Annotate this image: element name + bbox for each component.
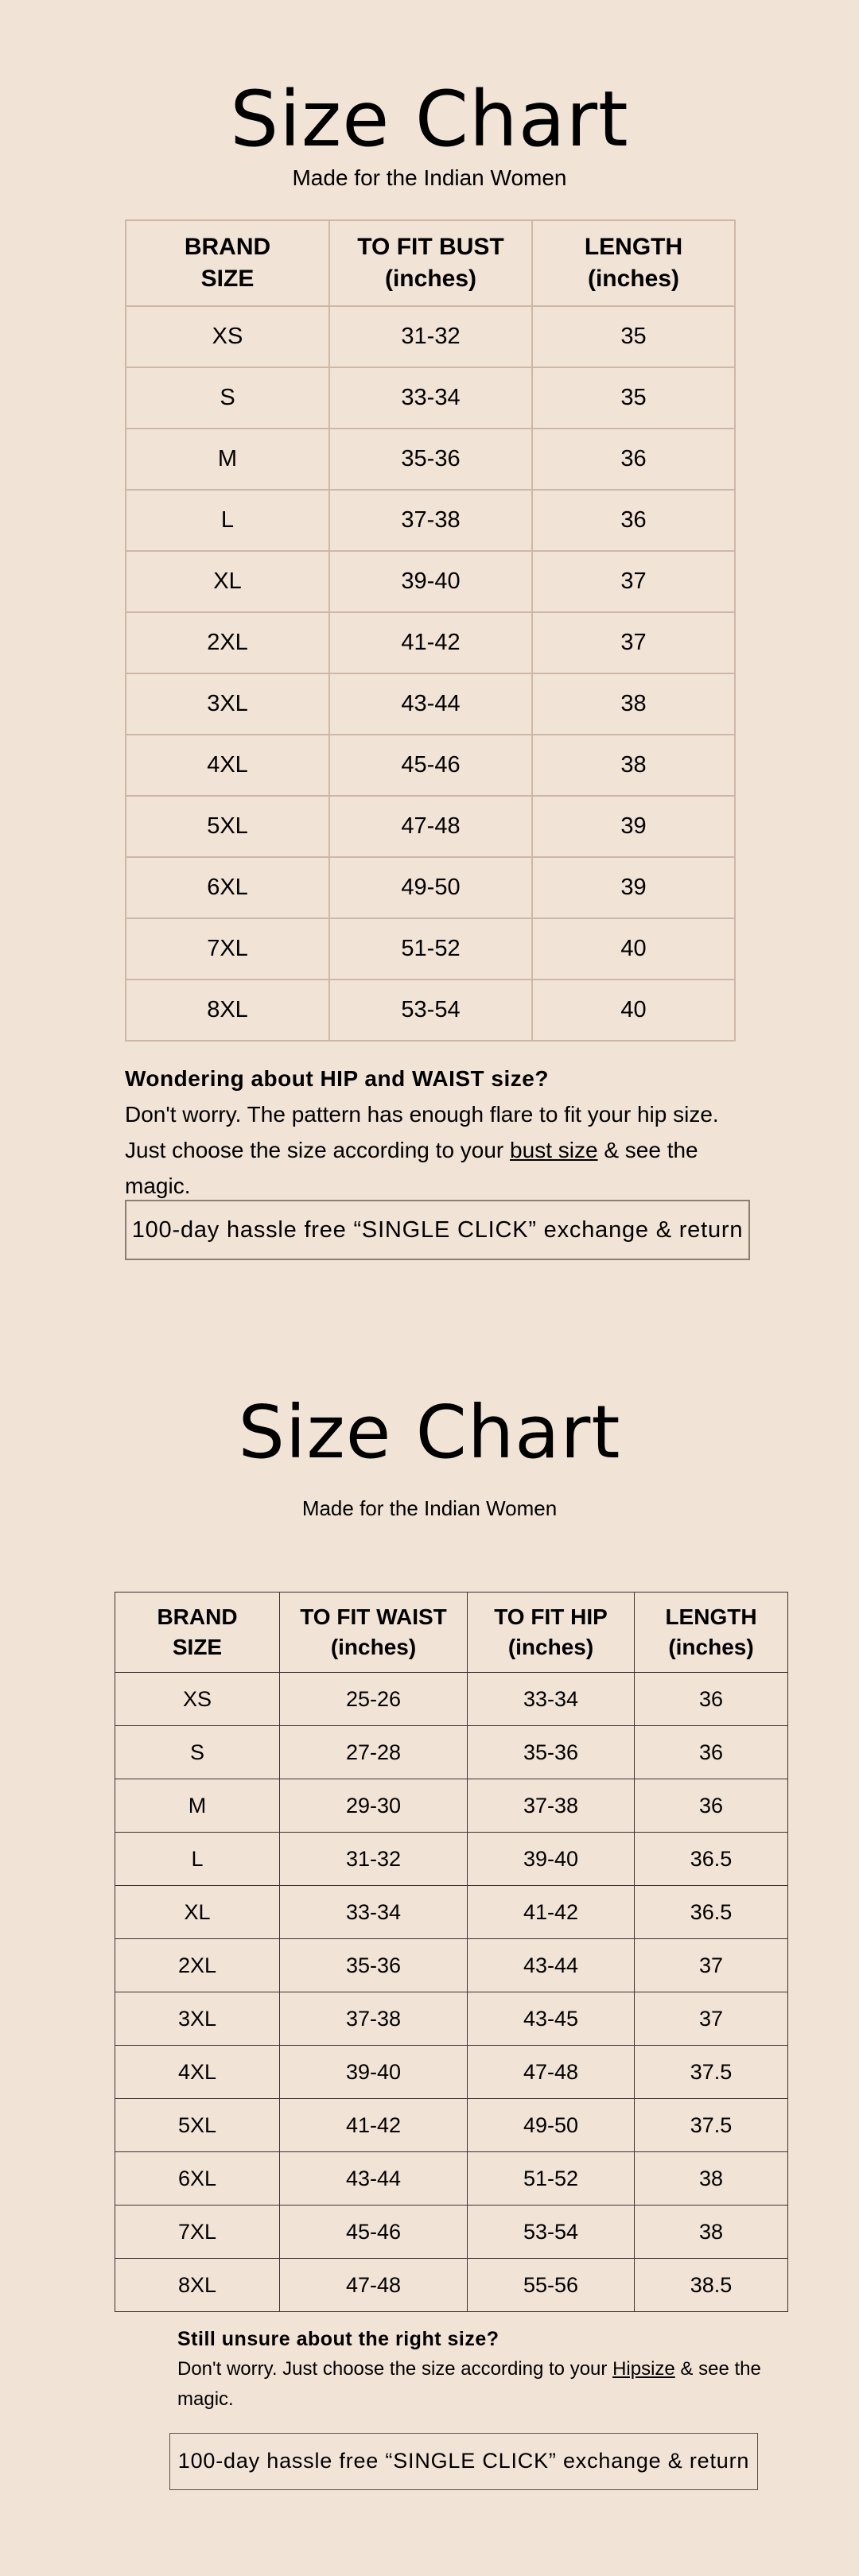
table-row [126, 673, 735, 735]
cell-size: M [126, 429, 329, 490]
cell-waist: 31-32 [280, 1833, 468, 1886]
cell-length: 37.5 [635, 2099, 788, 2152]
table-header-row [126, 220, 735, 306]
cell-waist: 45-46 [280, 2206, 468, 2259]
cell-size: 2XL [115, 1939, 280, 1992]
cell-length: 37 [635, 1992, 788, 2046]
table-row [126, 796, 735, 857]
table-row [115, 1992, 788, 2046]
table-row [126, 735, 735, 796]
cell-hip: 43-45 [468, 1992, 635, 2046]
cell-length: 36.5 [635, 1833, 788, 1886]
cell-hip: 39-40 [468, 1833, 635, 1886]
hip-waist-note [125, 1061, 761, 1204]
cell-hip: 37-38 [468, 1779, 635, 1833]
cell-hip: 35-36 [468, 1726, 635, 1779]
cell-length: 38 [635, 2152, 788, 2206]
cell-bust: 37-38 [329, 490, 532, 551]
header-to-fit-bust: TO FIT BUST (inches) [329, 220, 532, 306]
page-title: Size Chart [238, 1390, 621, 1475]
cell-hip: 47-48 [468, 2046, 635, 2099]
cell-waist: 33-34 [280, 1886, 468, 1939]
cell-bust: 53-54 [329, 980, 532, 1041]
note-body: Don't worry. Just choose the size according to your Hipsize & see the magic. [177, 2358, 761, 2410]
cell-size: 5XL [126, 796, 329, 857]
cell-bust: 47-48 [329, 796, 532, 857]
cell-bust: 33-34 [329, 367, 532, 429]
cell-bust: 49-50 [329, 857, 532, 918]
table-row [126, 367, 735, 429]
cell-hip: 41-42 [468, 1886, 635, 1939]
cell-length: 36 [635, 1779, 788, 1833]
cell-size: XL [126, 551, 329, 612]
table-header-row [115, 1593, 788, 1673]
table-row [126, 612, 735, 673]
cell-hip: 51-52 [468, 2152, 635, 2206]
size-chart-waist-hip-section [0, 1320, 859, 2576]
table-row [115, 1939, 788, 1992]
table-row [126, 857, 735, 918]
bust-size-table [125, 219, 736, 1042]
cell-size: S [126, 367, 329, 429]
cell-hip: 43-44 [468, 1939, 635, 1992]
cell-size: XS [115, 1673, 280, 1726]
header-brand-size: BRAND SIZE [115, 1593, 280, 1673]
cell-waist: 29-30 [280, 1779, 468, 1833]
cell-size: XL [115, 1886, 280, 1939]
cell-size: 7XL [115, 2206, 280, 2259]
header-to-fit-hip: TO FIT HIP (inches) [468, 1593, 635, 1673]
cell-length: 36 [635, 1673, 788, 1726]
cell-size: 5XL [115, 2099, 280, 2152]
table-row [126, 918, 735, 980]
hipsize-link[interactable]: Hipsize [612, 2358, 675, 2380]
cell-length: 38 [532, 735, 735, 796]
cell-hip: 49-50 [468, 2099, 635, 2152]
cell-bust: 41-42 [329, 612, 532, 673]
cell-length: 35 [532, 367, 735, 429]
cell-length: 36.5 [635, 1886, 788, 1939]
cell-waist: 37-38 [280, 1992, 468, 2046]
subtitle: Made for the Indian Women [292, 165, 567, 190]
cell-waist: 35-36 [280, 1939, 468, 1992]
exchange-return-banner: 100-day hassle free “SINGLE CLICK” exchange & return [169, 2433, 758, 2490]
cell-length: 39 [532, 857, 735, 918]
header-brand-size: BRAND SIZE [126, 220, 329, 306]
cell-waist: 43-44 [280, 2152, 468, 2206]
waist-hip-size-table [115, 1592, 788, 2312]
cell-size: 4XL [115, 2046, 280, 2099]
table-row [126, 551, 735, 612]
exchange-return-banner: 100-day hassle free “SINGLE CLICK” exchange & return [125, 1200, 750, 1260]
table-row [115, 1673, 788, 1726]
cell-bust: 43-44 [329, 673, 532, 735]
cell-length: 39 [532, 796, 735, 857]
table-row [115, 1779, 788, 1833]
cell-size: 6XL [115, 2152, 280, 2206]
cell-waist: 47-48 [280, 2259, 468, 2312]
cell-size: 7XL [126, 918, 329, 980]
cell-length: 37 [532, 551, 735, 612]
table-row [115, 2206, 788, 2259]
table-row [126, 980, 735, 1041]
cell-hip: 33-34 [468, 1673, 635, 1726]
table-row [115, 1833, 788, 1886]
note-question: Wondering about HIP and WAIST size? [125, 1066, 549, 1091]
cell-length: 37.5 [635, 2046, 788, 2099]
cell-size: 8XL [115, 2259, 280, 2312]
cell-length: 40 [532, 918, 735, 980]
table-row [126, 306, 735, 367]
table-row [126, 490, 735, 551]
cell-waist: 39-40 [280, 2046, 468, 2099]
cell-bust: 45-46 [329, 735, 532, 796]
cell-hip: 55-56 [468, 2259, 635, 2312]
note-body: Don't worry. The pattern has enough flare to fit your hip size. Just choose the size according to your bust size & see the magic. [125, 1102, 719, 1198]
cell-bust: 31-32 [329, 306, 532, 367]
table-row [115, 1886, 788, 1939]
cell-hip: 53-54 [468, 2206, 635, 2259]
cell-size: 4XL [126, 735, 329, 796]
cell-length: 36 [532, 429, 735, 490]
cell-length: 35 [532, 306, 735, 367]
subtitle: Made for the Indian Women [301, 1496, 558, 1520]
cell-size: 6XL [126, 857, 329, 918]
cell-waist: 27-28 [280, 1726, 468, 1779]
cell-length: 38 [635, 2206, 788, 2259]
cell-length: 36 [635, 1726, 788, 1779]
cell-length: 37 [532, 612, 735, 673]
cell-size: 3XL [115, 1992, 280, 2046]
cell-size: L [126, 490, 329, 551]
right-size-note [177, 2324, 782, 2415]
table-row [115, 2152, 788, 2206]
cell-bust: 35-36 [329, 429, 532, 490]
table-row [126, 429, 735, 490]
cell-size: 2XL [126, 612, 329, 673]
table-row [115, 2259, 788, 2312]
note-question: Still unsure about the right size? [177, 2328, 499, 2350]
cell-size: L [115, 1833, 280, 1886]
table-row [115, 2099, 788, 2152]
header-to-fit-waist: TO FIT WAIST (inches) [280, 1593, 468, 1673]
cell-length: 38.5 [635, 2259, 788, 2312]
header-length: LENGTH (inches) [532, 220, 735, 306]
page-title: Size Chart [230, 75, 629, 164]
cell-length: 36 [532, 490, 735, 551]
cell-size: S [115, 1726, 280, 1779]
cell-size: 3XL [126, 673, 329, 735]
cell-size: XS [126, 306, 329, 367]
cell-length: 40 [532, 980, 735, 1041]
cell-length: 37 [635, 1939, 788, 1992]
cell-bust: 39-40 [329, 551, 532, 612]
table-row [115, 2046, 788, 2099]
bust-size-link[interactable]: bust size [510, 1138, 598, 1162]
cell-waist: 41-42 [280, 2099, 468, 2152]
header-length: LENGTH (inches) [635, 1593, 788, 1673]
cell-size: 8XL [126, 980, 329, 1041]
cell-bust: 51-52 [329, 918, 532, 980]
cell-length: 38 [532, 673, 735, 735]
cell-waist: 25-26 [280, 1673, 468, 1726]
cell-size: M [115, 1779, 280, 1833]
table-row [115, 1726, 788, 1779]
